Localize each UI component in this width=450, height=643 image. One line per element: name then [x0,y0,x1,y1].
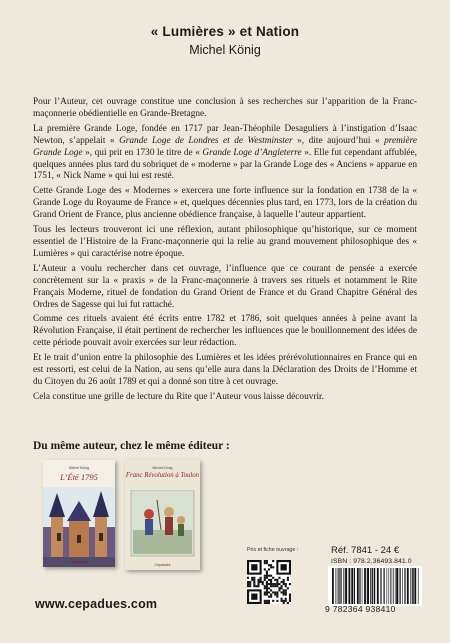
text-run: », dite aujourd’hui « [292,135,385,146]
barcode [328,566,422,606]
related-book-cover[interactable] [43,460,115,567]
publisher-logo: Cépaduès [71,560,87,564]
text-run: Cette Grande Loge des « Modernes » exercera une forte influence sur la fondation en 1738 de la « Grande Loge du Royaume de France » et, quelques décennies plus tard, en 1773, lors de la création du Grand Orient de France, plus ancienne obédience française, à laquelle l’auteur appartient. [33,186,417,221]
description-paragraph [33,314,417,350]
text-run: ». Elle fut cependant affublée, quelques années plus tard du sobriquet de « moderne » par la Grande Loge des « Anciens » apparue en 1751, « Nick Name » qui lui est resté. [33,147,418,182]
text-run: La première Grande Loge, fondée en 1717 par Jean-Théophile Desaguliers à l’instigation d’Isaac Newton, s’appelait « [33,123,417,146]
book-title: « Lumières » et Nation [150,24,300,39]
description-paragraph [33,264,417,312]
price-reference: Réf. 7841 - 24 € [331,545,400,556]
italic-text-run: Grande Loge de Londres et de Westminster [119,135,293,146]
publisher-logo: Cépaduès [154,563,171,567]
text-run: Tous les lecteurs trouveront ici une réflexion, autant philosophique qu’historique, sur ce moment essentiel de l’Histoire de la Franc-maçonnerie qui la relie au grand mouvement philosophique des « Lumières » qui caractérise notre époque. [33,225,417,259]
related-book-author: Michel König [68,466,90,470]
description-paragraph [33,353,417,389]
text-run: L’Auteur a voulu rechercher dans cet ouvrage, l’influence que ce courant de pensée a exercée concrètement sur la « praxis » de la Franc-maçonnerie à travers ses rituels et notamment le Rite Français Moderne, rituel de fondation du Grand Orient de France et du Grand Chapitre Général des Ordres de Sagesse qui lui fut rattaché. [33,263,417,310]
description-paragraph [33,97,417,121]
barcode-digits: 9 782364 938410 [325,604,396,614]
qr-code[interactable] [247,560,291,604]
book-illustration-castle [43,487,115,567]
qr-code-label: Prix et fiche ouvrage : [247,547,299,553]
text-run: Comme ces rituels avaient été écrits entre 1782 et 1786, soit quelques années à peine avant la Révolution Française, il était pertinent de rechercher les influences que le bouillonnement des idées de cette période pouvait avoir exercées sur leur rédaction. [33,314,417,349]
book-illustration-engraving [125,490,200,560]
book-author: Michel König [189,43,261,57]
description-paragraph [33,225,417,261]
text-run: », qui prit en 1730 le titre de « [82,147,203,158]
related-books-heading: Du même auteur, chez le même éditeur : [33,440,230,452]
italic-text-run: première Grande Loge [33,135,417,158]
description-paragraph [33,186,417,222]
description-paragraph [33,124,417,184]
publisher-website-link[interactable]: www.cepadues.com [35,597,158,611]
italic-text-run: Grande Loge d’Angleterre [202,147,302,158]
description-paragraph [33,392,417,404]
related-book-title: Franc Révolution à Toulon [125,472,200,479]
back-cover-description [33,97,417,407]
related-book-author: Michel König [152,466,173,470]
related-book-cover[interactable] [125,460,200,570]
isbn-number: ISBN : 978.2.36493.841.0 [331,558,412,565]
text-run: Et le trait d’union entre la philosophie des Lumières et les idées prérévolutionnaires en France qui en est ressorti, est celui de la Nation, au sens qu’elle aura dans la Déclaration des Droits de l’Homme et du Citoyen du 26 août 1789 et qui a donné son titre à cet ouvrage. [33,353,417,387]
related-book-title: L’Été 1795 [60,472,98,482]
text-run: Cela constitue une grille de lecture du Rite que l’Auteur vous laisse découvrir. [33,391,324,402]
text-run: Pour l’Auteur, cet ouvrage constitue une conclusion à ses recherches sur l’apparition de la Franc-maçonnerie obédientielle en Grande-Bretagne. [33,97,417,119]
